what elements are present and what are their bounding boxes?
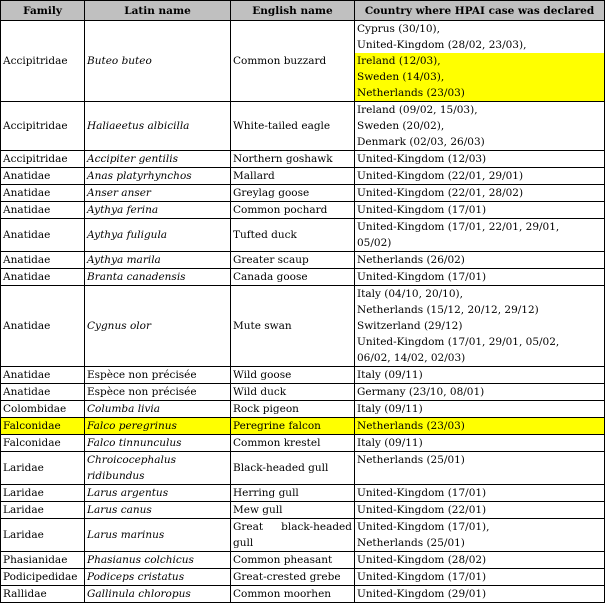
table-row [1, 586, 605, 603]
english-name-cell: Canada goose [231, 269, 355, 286]
country-entry: United-Kingdom (17/01) [357, 487, 487, 499]
country-entry: Netherlands (25/01) [357, 537, 465, 549]
country-cell [355, 485, 605, 502]
table-row [1, 185, 605, 202]
english-name-cell: Wild duck [231, 384, 355, 401]
family-cell: Colombidae [1, 401, 85, 418]
english-name-cell: Mallard [231, 168, 355, 185]
country-entry: United-Kingdom (17/01) [357, 204, 487, 216]
latin-name-cell: Anser anser [85, 185, 231, 202]
english-name-cell: Common moorhen [231, 586, 355, 603]
country-cell [355, 401, 605, 418]
family-cell: Podicipedidae [1, 569, 85, 586]
family-cell: Anatidae [1, 252, 85, 269]
table-row [1, 435, 605, 452]
table-row [1, 151, 605, 168]
country-entry: Sweden (20/02), [357, 120, 445, 132]
family-cell: Anatidae [1, 286, 85, 367]
country-cell [355, 21, 605, 102]
country-entry: Ireland (12/03), [355, 53, 604, 69]
country-cell [355, 367, 605, 384]
country-cell [355, 252, 605, 269]
country-entry: United-Kingdom (17/01, 29/01, 05/02, [357, 336, 560, 348]
country-cell [355, 151, 605, 168]
latin-name-cell: Espèce non précisée [85, 384, 231, 401]
table-row [1, 367, 605, 384]
family-cell: Anatidae [1, 367, 85, 384]
country-entry: United-Kingdom (28/02) [357, 554, 487, 566]
latin-name-cell: Falco tinnunculus [85, 435, 231, 452]
table-body [1, 21, 605, 603]
country-entry: Germany (23/10, 08/01) [357, 386, 485, 398]
table-row [1, 384, 605, 401]
family-cell: Accipitridae [1, 102, 85, 151]
country-entry: Cyprus (30/10), [357, 23, 440, 35]
country-cell [355, 202, 605, 219]
latin-name-cell: Podiceps cristatus [85, 569, 231, 586]
country-cell [355, 384, 605, 401]
table-row [1, 269, 605, 286]
country-cell [355, 586, 605, 603]
country-entry: United-Kingdom (29/01) [357, 588, 487, 600]
country-entry: Italy (09/11) [357, 403, 423, 415]
country-entry: Netherlands (23/03) [355, 85, 604, 101]
country-entry: Netherlands (26/02) [357, 254, 465, 266]
english-name-cell: Common buzzard [231, 21, 355, 102]
country-entry: Switzerland (29/12) [357, 320, 463, 332]
latin-name-cell: Larus canus [85, 502, 231, 519]
table-row [1, 485, 605, 502]
table-row [1, 569, 605, 586]
country-entry: 05/02) [357, 237, 392, 249]
country-cell [355, 552, 605, 569]
english-name-cell: Greylag goose [231, 185, 355, 202]
family-cell: Anatidae [1, 185, 85, 202]
country-cell [355, 168, 605, 185]
latin-name-cell: Anas platyrhynchos [85, 168, 231, 185]
english-name-cell: Common krestel [231, 435, 355, 452]
english-name-cell: Black-headed gull [231, 452, 355, 485]
country-cell [355, 185, 605, 202]
table-row [1, 418, 605, 435]
country-entry: United-Kingdom (17/01) [357, 271, 487, 283]
country-cell [355, 418, 605, 435]
table-row [1, 286, 605, 367]
latin-name-cell: Gallinula chloropus [85, 586, 231, 603]
latin-name-cell: Cygnus olor [85, 286, 231, 367]
family-cell: Anatidae [1, 219, 85, 252]
header-family: Family [1, 1, 85, 21]
family-cell: Laridae [1, 519, 85, 552]
country-entry: Italy (09/11) [357, 437, 423, 449]
latin-name-cell: Espèce non précisée [85, 367, 231, 384]
table-row [1, 252, 605, 269]
family-cell: Anatidae [1, 202, 85, 219]
country-entry: United-Kingdom (22/01, 28/02) [357, 187, 524, 199]
english-name-cell: Mew gull [231, 502, 355, 519]
family-cell: Laridae [1, 485, 85, 502]
latin-name-cell: Buteo buteo [85, 21, 231, 102]
table-row [1, 202, 605, 219]
country-entry: Netherlands (25/01) [357, 454, 465, 466]
latin-name-cell: Phasianus colchicus [85, 552, 231, 569]
country-cell [355, 286, 605, 367]
family-cell: Accipitridae [1, 151, 85, 168]
latin-name-cell: Accipiter gentilis [85, 151, 231, 168]
table-row [1, 401, 605, 418]
english-name-cell: White-tailed eagle [231, 102, 355, 151]
country-cell [355, 502, 605, 519]
country-entry: United-Kingdom (12/03) [357, 153, 487, 165]
table-row [1, 168, 605, 185]
country-entry: United-Kingdom (22/01, 29/01) [357, 170, 524, 182]
country-entry: United-Kingdom (17/01, 22/01, 29/01, [357, 221, 560, 233]
family-cell: Laridae [1, 502, 85, 519]
country-entry: United-Kingdom (17/01) [357, 571, 487, 583]
country-entry: Ireland (09/02, 15/03), [357, 104, 478, 116]
country-entry: United-Kingdom (17/01), [357, 521, 490, 533]
english-name-cell: Great black-headed gull [231, 519, 355, 552]
latin-name-cell: Aythya ferina [85, 202, 231, 219]
table-row [1, 21, 605, 102]
english-name-cell: Tufted duck [231, 219, 355, 252]
english-name-cell: Peregrine falcon [231, 418, 355, 435]
family-cell: Rallidae [1, 586, 85, 603]
latin-name-cell: Haliaeetus albicilla [85, 102, 231, 151]
latin-name-cell: Larus marinus [85, 519, 231, 552]
english-name-cell: Wild goose [231, 367, 355, 384]
country-entry: Italy (09/11) [357, 369, 423, 381]
table-row [1, 219, 605, 252]
english-name-cell: Greater scaup [231, 252, 355, 269]
latin-name-cell: Larus argentus [85, 485, 231, 502]
table-row [1, 102, 605, 151]
header-english-name: English name [231, 1, 355, 21]
table-row [1, 519, 605, 552]
country-cell [355, 452, 605, 485]
english-name-cell: Great-crested grebe [231, 569, 355, 586]
family-cell: Laridae [1, 452, 85, 485]
country-entry: Netherlands (23/03) [355, 418, 604, 434]
latin-name-cell: Chroicocephalus ridibundus [85, 452, 231, 485]
english-name-cell: Herring gull [231, 485, 355, 502]
header-latin-name: Latin name [85, 1, 231, 21]
country-entry: Sweden (14/03), [355, 69, 604, 85]
country-entry: Italy (04/10, 20/10), [357, 288, 463, 300]
english-name-cell: Common pheasant [231, 552, 355, 569]
header-country: Country where HPAI case was declared [355, 1, 605, 21]
latin-name-cell: Falco peregrinus [85, 418, 231, 435]
family-cell: Anatidae [1, 384, 85, 401]
country-cell [355, 219, 605, 252]
latin-name-cell: Aythya marila [85, 252, 231, 269]
country-cell [355, 269, 605, 286]
english-name-cell: Northern goshawk [231, 151, 355, 168]
country-entry: Netherlands (15/12, 20/12, 29/12) [357, 304, 539, 316]
latin-name-cell: Aythya fuligula [85, 219, 231, 252]
table-row [1, 552, 605, 569]
country-entry: Denmark (02/03, 26/03) [357, 136, 485, 148]
english-name-cell: Rock pigeon [231, 401, 355, 418]
english-name-cell: Mute swan [231, 286, 355, 367]
country-cell [355, 569, 605, 586]
table-row [1, 452, 605, 485]
family-cell: Anatidae [1, 269, 85, 286]
country-entry: 06/02, 14/02, 02/03) [357, 352, 466, 364]
country-cell [355, 435, 605, 452]
family-cell: Anatidae [1, 168, 85, 185]
latin-name-cell: Columba livia [85, 401, 231, 418]
latin-name-cell: Branta canadensis [85, 269, 231, 286]
family-cell: Falconidae [1, 435, 85, 452]
country-entry: United-Kingdom (22/01) [357, 504, 487, 516]
family-cell: Falconidae [1, 418, 85, 435]
family-cell: Phasianidae [1, 552, 85, 569]
english-name-cell: Common pochard [231, 202, 355, 219]
country-cell [355, 519, 605, 552]
country-cell [355, 102, 605, 151]
country-entry: United-Kingdom (28/02, 23/03), [357, 39, 527, 51]
family-cell: Accipitridae [1, 21, 85, 102]
table-row [1, 502, 605, 519]
table-header-row [1, 1, 605, 21]
